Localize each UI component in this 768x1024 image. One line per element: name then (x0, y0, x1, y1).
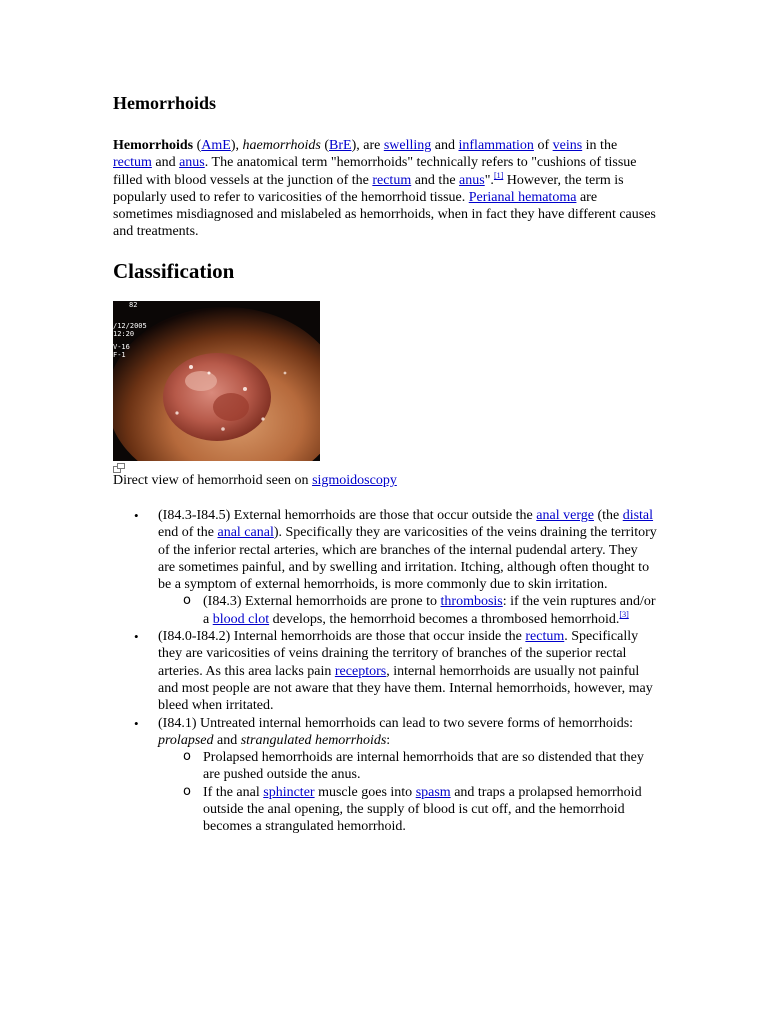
link-anus-2[interactable]: anus (459, 172, 485, 188)
link-bre[interactable]: BrE (329, 138, 352, 153)
link-anal-canal[interactable]: anal canal (217, 525, 274, 541)
image-overlay-v: V-16 (113, 343, 130, 351)
list-item-internal: • (I84.0-I84.2) Internal hemorrhoids are those that occur inside the rectum. Specifically they are varicosities of veins draining the territory of branches of the superior rectal arteries. As this area lacks pain receptors, internal hemorrhoids are usually not painful and most people are not aware that they have them. Internal hemorrhoids, however, may bleed when irritated. (158, 628, 658, 714)
link-ame[interactable]: AmE (201, 138, 231, 153)
classification-heading: Classification (113, 259, 235, 283)
reference-link-3[interactable]: [3] (619, 609, 629, 619)
list-item-untreated: • (I84.1) Untreated internal hemorrhoids can lead to two severe forms of hemorrhoids: prolapsed and strangulated hemorrhoids: o Prolapsed hemorrhoids are internal hemorrhoids that are so distended that they are pushed outside the anus. o If the anal sphincter muscle goes into spasm and traps a prolapsed hemorrhoid outside the anal opening, the supply of blood is cut off, and the hemorrhoid becomes a strangulated hemorrhoid. (158, 715, 658, 836)
link-rectum-2[interactable]: rectum (372, 172, 412, 188)
page-title: Hemorrhoids (113, 93, 216, 113)
link-anus[interactable]: anus (179, 155, 205, 171)
link-perianal-hematoma[interactable]: Perianal hematoma (468, 189, 577, 205)
sigmoidoscopy-image[interactable] (113, 301, 320, 461)
image-overlay-number: 82 (129, 301, 138, 309)
list-item-external: • (I84.3-I84.5) External hemorrhoids are those that occur outside the anal verge (the distal end of the anal canal). Specifically they are varicosities of the veins draining the territory of the inferior rectal arteries, which are branches of the internal pudendal artery. They are sometimes painful, and by swelling and irritation. Itching, although often thought to be a symptom of external hemorrhoids, is more commonly due to skin irritation. o (I84.3) External hemorrhoids are prone to thrombosis: if the vein ruptures and/or a blood clot develops, the hemorrhoid becomes a thrombosed hemorrhoid.[3] (158, 507, 658, 628)
link-sigmoidoscopy[interactable]: sigmoidoscopy (312, 473, 397, 488)
link-rectum[interactable]: rectum (113, 155, 152, 171)
link-receptors[interactable]: receptors (334, 663, 387, 679)
classification-list (158, 507, 658, 836)
term-prolapsed: prolapsed (158, 732, 214, 748)
reference-link-1[interactable]: [1] (493, 170, 504, 180)
link-thrombosis[interactable]: thrombosis (440, 594, 503, 610)
link-distal[interactable]: distal (622, 508, 654, 523)
link-swelling[interactable]: swelling (383, 138, 432, 153)
list-item-strangulated: o If the anal sphincter muscle goes into spasm and traps a prolapsed hemorrhoid outside the anal opening, the supply of blood is cut off, and the hemorrhoid becomes a strangulated hemorrhoid. (203, 784, 658, 836)
untreated-sublist (158, 749, 658, 835)
link-sphincter[interactable]: sphincter (263, 784, 315, 800)
external-sublist (158, 593, 658, 628)
image-overlay-f: F-1 (113, 351, 126, 359)
link-spasm[interactable]: spasm (415, 784, 451, 800)
image-caption: Direct view of hemorrhoid seen on sigmoidoscopy (113, 473, 397, 488)
intro-alt-term: haemorrhoids (242, 138, 321, 153)
list-item-prolapsed: o Prolapsed hemorrhoids are internal hemorrhoids that are so distended that they are pushed outside the anus. (203, 749, 658, 784)
list-item-thrombosed: o (I84.3) External hemorrhoids are prone to thrombosis: if the vein ruptures and/or a blood clot develops, the hemorrhoid becomes a thrombosed hemorrhoid.[3] (203, 593, 658, 628)
link-blood-clot[interactable]: blood clot (212, 611, 270, 627)
intro-term: Hemorrhoids (113, 138, 194, 153)
link-anal-verge[interactable]: anal verge (536, 508, 594, 523)
link-veins[interactable]: veins (552, 138, 583, 153)
intro-paragraph: Hemorrhoids (AmE), haemorrhoids (BrE), are swelling and inflammation of veins in the rectum and anus. The anatomical term "hemorrhoids" technically refers to "cushions of tissue filled with blood vessels at the junction of the rectum and the anus".[1] However, the term is popularly used to refer to varicosities of the hemorrhoid tissue. Perianal hematoma are sometimes misdiagnosed and mislabeled as hemorrhoids, when in fact they have different causes and treatments. (113, 138, 656, 240)
link-rectum-3[interactable]: rectum (525, 629, 565, 645)
image-overlay-time: 12:20 (113, 330, 135, 338)
image-overlay-date: /12/2005 (113, 322, 147, 330)
term-strangulated: strangulated hemorrhoids (240, 732, 387, 748)
link-inflammation[interactable]: inflammation (458, 138, 534, 153)
